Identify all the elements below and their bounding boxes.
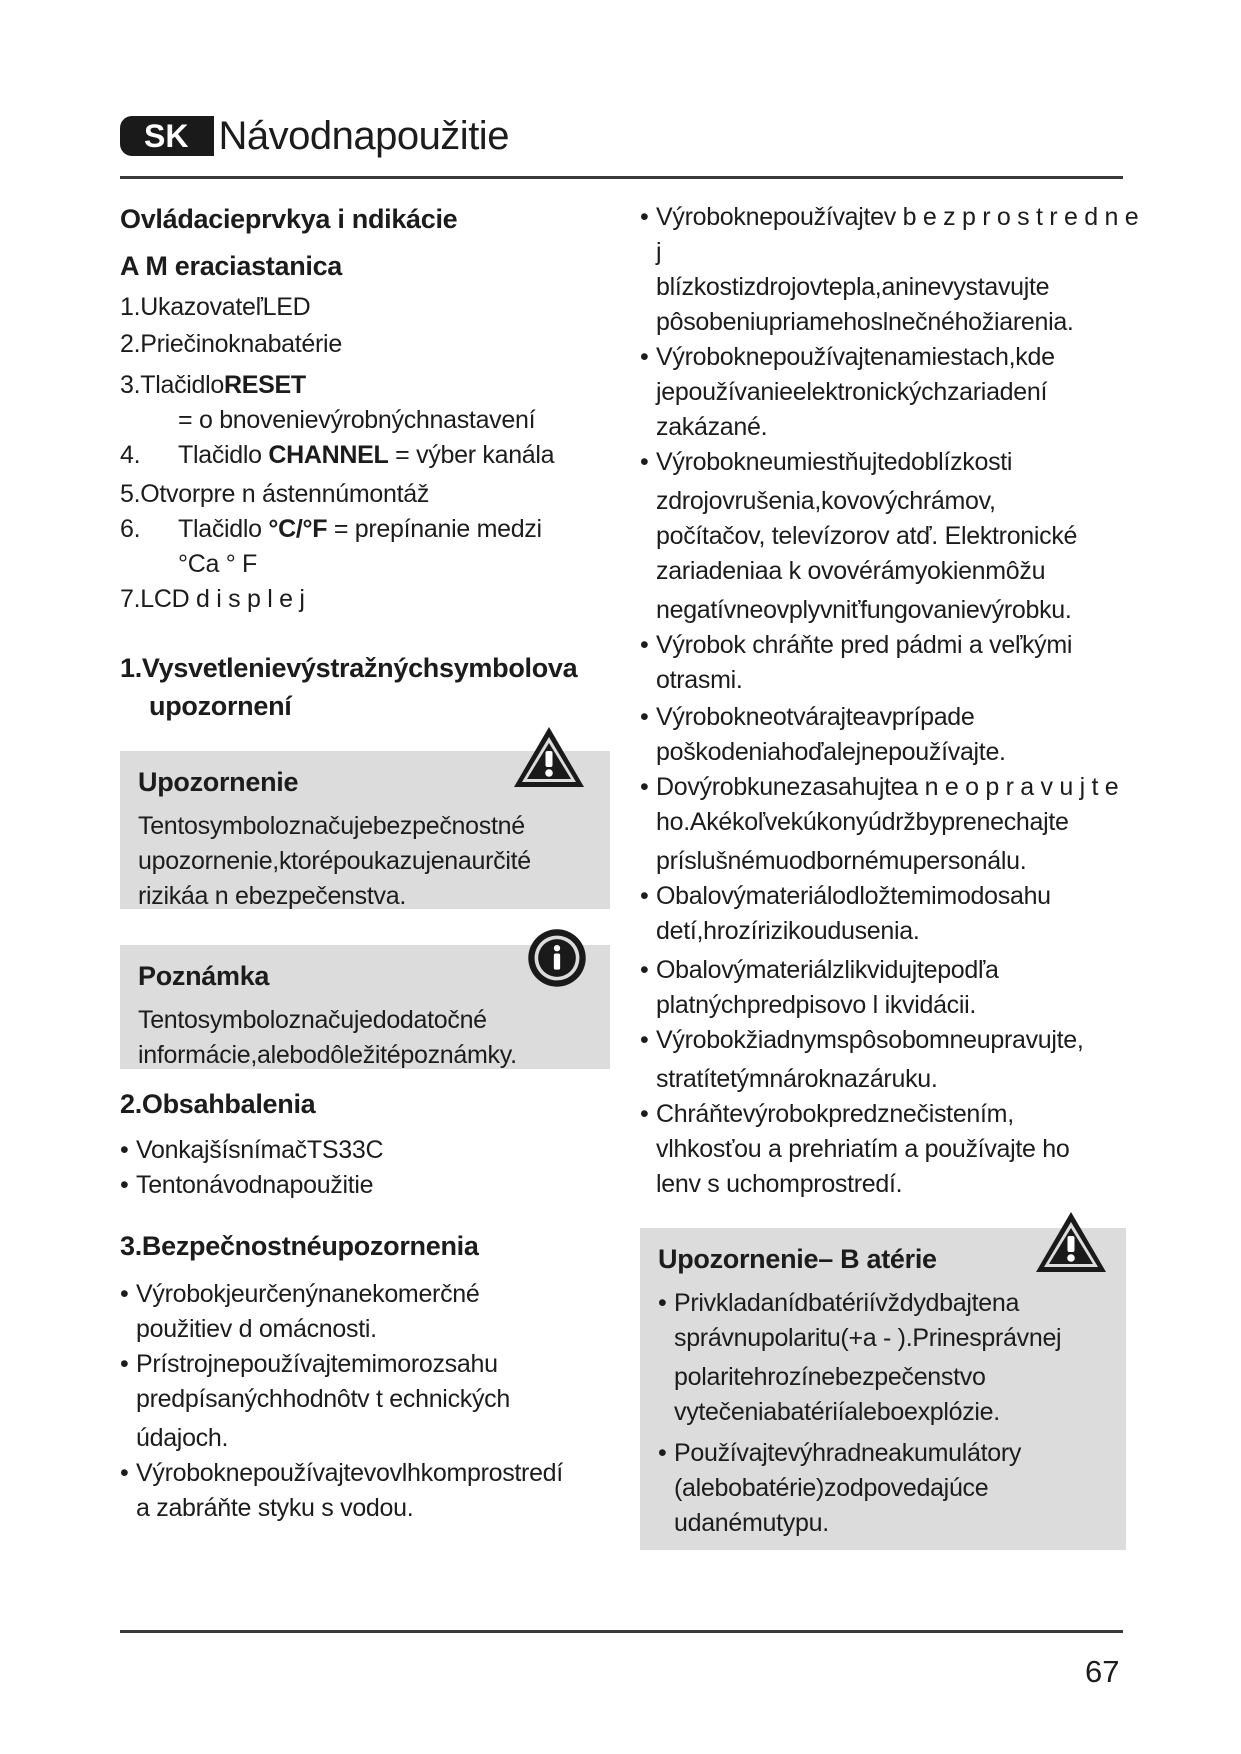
controls-item-5: 5.Otvorpre n ástennúmontáž [120,480,430,508]
bullet-icon: • [640,1100,649,1128]
note-box-line-1: Tentosymboloznačujedodatočné [138,1006,487,1034]
controls-item-1: 1.UkazovateľLED [120,293,311,321]
safety-item-11-line-2: platnýchpredpisovo l ikvidácii. [656,991,977,1019]
safety-item-8-line-2: poškodeniahoďalejnepoužívajte. [656,738,1006,766]
safety-item-10-line-1: Obalovýmateriálodložtemimodosahu [656,882,1051,910]
note-box [120,945,610,1069]
safety-item-13-line-3: lenv s uchomprostredí. [656,1170,903,1198]
list-item [640,200,1145,340]
safety-item-9-line-2: ho.Akékoľvekúkonyúdržbyprenechajte [656,808,1069,836]
safety-item-11-line-1: Obalovýmateriálzlikvidujtepodľa [656,956,999,984]
safety-item-9-line-3: príslušnémuodbornémupersonálu. [656,847,1027,875]
safety-item-4-line-1: Výroboknepoužívajtev b e z p r o s t r e d n e j [656,203,1139,266]
list-item [658,1286,1108,1430]
section-2-title: 2.Obsahbalenia [120,1089,316,1119]
bullet-icon: • [120,1459,129,1487]
bullet-icon: • [658,1289,667,1317]
safety-item-8-line-1: Výrobokneotvárajteavprípade [656,703,975,731]
page-header [120,112,509,160]
battery-item-1-line-1: Privkladanídbatériívždydbajtena [674,1289,1020,1317]
safety-item-1-line-2: použitiev d omácnosti. [136,1315,377,1343]
safety-list-right [640,200,1145,1202]
warning-triangle-icon [1032,1208,1110,1278]
controls-item-4-num: 4. [120,441,141,469]
page-title: Návodnapoužitie [218,114,509,158]
note-box-text [138,1003,592,1073]
safety-item-2-line-2: predpísanýchhodnôtv t echnických [136,1385,510,1413]
safety-item-13-line-2: vlhkosťou a prehriatím a používajte ho [656,1135,1070,1163]
bullet-icon: • [658,1439,667,1467]
list-item [640,879,1145,949]
safety-item-3-line-2: a zabráňte styku s vodou. [136,1494,414,1522]
battery-item-1-line-4: vytečeniabatériíaleboexplózie. [674,1398,1000,1426]
controls-item-6-num: 6. [120,515,141,543]
safety-item-6-line-4: zariadeniaa k ovovérámyokienmôžu [656,557,1046,585]
bullet-icon: • [120,1136,129,1164]
bullet-icon: • [120,1280,129,1308]
controls-item-4-suffix: = výber kanála [388,441,555,469]
safety-item-4-line-3: pôsobeniupriamehoslnečnéhožiarenia. [656,308,1074,336]
battery-item-1-line-2: správnupolaritu(+a - ).Prinesprávnej [674,1324,1062,1352]
list-item [640,953,1145,1023]
battery-box-list [658,1286,1108,1541]
safety-item-6-line-3: počítačov, televízorov atď. Elektronické [656,522,1078,550]
battery-item-2-line-1: Používajtevýhradneakumulátory [674,1439,1022,1467]
footer-divider [120,1630,1123,1633]
left-column [120,200,610,1526]
safety-item-6-line-2: zdrojovrušenia,kovovýchrámov, [656,487,996,515]
safety-item-9-line-1: Dovýrobkunezasahujtea n e o p r a v u j t e [656,773,1119,801]
bullet-icon: • [640,343,649,371]
channel-label: CHANNEL [268,441,389,469]
battery-item-2-line-3: udanémutypu. [674,1509,829,1537]
warning-box-title: Upozornenie [138,767,299,797]
bullet-icon: • [640,956,649,984]
section-1-title-line-1: 1.Vysvetlenievýstražnýchsymbolova [120,653,578,683]
warning-box-line-3: rizikáa n ebezpečenstva. [138,882,406,910]
controls-list [120,290,610,617]
section-1-title-line-2: upozornení [149,691,292,721]
bullet-icon: • [120,1350,129,1378]
reset-label: RESET [224,371,306,399]
section-1-title [120,649,610,725]
controls-item-6 [120,512,610,547]
controls-heading: Ovládacieprvkya i ndikácie [120,204,458,234]
list-item [640,628,1145,698]
battery-warning-box [640,1228,1126,1550]
list-item [640,445,1145,628]
safety-item-12-line-1: Výrobokžiadnymspôsobomneupravujte, [656,1026,1084,1054]
bullet-icon: • [120,1171,129,1199]
right-column [640,200,1145,1550]
list-item [640,770,1145,879]
unit-toggle-label: °C/°F [268,515,328,543]
bullet-icon: • [640,631,649,659]
controls-item-6-suffix: = prepínanie medzi [327,515,542,543]
package-item-2: Tentonávodnapoužitie [136,1171,374,1199]
bullet-icon: • [640,703,649,731]
list-item [120,1277,610,1347]
controls-item-2: 2.Priečinoknabatérie [120,330,342,358]
list-item [120,1133,610,1168]
safety-item-7-line-1: Výrobok chráňte pred pádmi a veľkými [656,631,1073,659]
package-item-1: VonkajšísnímačTS33C [136,1136,384,1164]
warning-triangle-icon [510,723,588,793]
list-item [120,1168,610,1203]
safety-item-2-line-3: údajoch. [136,1424,229,1452]
controls-item-3 [120,368,610,403]
safety-item-5-line-1: Výroboknepoužívajtenamiestach,kde [656,343,1055,371]
bullet-icon: • [640,1026,649,1054]
safety-item-7-line-2: otrasmi. [656,666,743,694]
safety-item-4-line-2: blízkostizdrojovtepla,aninevystavujte [656,273,1050,301]
safety-item-5-line-3: zakázané. [656,413,768,441]
controls-item-7: 7.LCD d i s p l e j [120,585,305,613]
warning-box-text [138,809,592,914]
note-box-line-2: informácie,alebodôležitépoznámky. [138,1041,517,1069]
safety-item-6-line-5: negatívneovplyvniťfungovanievýrobku. [656,596,1072,624]
safety-item-13-line-1: Chráňtevýrobokpredznečistením, [656,1100,1014,1128]
list-item [640,340,1145,445]
language-badge: SK [120,116,214,156]
list-item [120,1347,610,1456]
battery-item-1-line-3: polaritehrozínebezpečenstvo [674,1363,986,1391]
safety-list-left [120,1277,610,1526]
page-number: 67 [1085,1654,1120,1689]
safety-item-1-line-1: Výrobokjeurčenýnanekomerčné [136,1280,480,1308]
controls-item-6-desc: °Ca ° F [178,550,258,578]
safety-item-5-line-2: jepoužívanieelektronickýchzariadení [656,378,1048,406]
safety-item-6-line-1: Výrobokneumiestňujtedoblízkosti [656,448,1013,476]
warning-box-line-1: Tentosymboloznačujebezpečnostné [138,812,525,840]
list-item [658,1436,1108,1541]
safety-item-12-line-2: stratítetýmnároknazáruku. [656,1065,938,1093]
controls-item-3-desc: = o bnovenievýrobnýchnastavení [178,406,536,434]
controls-item-6-prefix: Tlačidlo [178,515,269,543]
battery-item-2-line-2: (alebobatérie)zodpovedajúce [674,1474,989,1502]
header-divider [120,176,1123,179]
list-item [120,1456,610,1526]
bullet-icon: • [640,448,649,476]
controls-item-4-prefix: Tlačidlo [178,441,269,469]
safety-item-10-line-2: detí,hrozírizikoudusenia. [656,917,920,945]
safety-item-2-line-1: Prístrojnepoužívajtemimorozsahu [136,1350,498,1378]
battery-box-title: Upozornenie– B atérie [658,1244,937,1274]
package-list [120,1133,610,1203]
controls-subheading: A M eraciastanica [120,251,343,281]
controls-item-3-prefix: 3.Tlačidlo [120,371,224,399]
list-item [640,700,1145,770]
bullet-icon: • [640,773,649,801]
note-box-title: Poznámka [138,961,270,991]
bullet-icon: • [640,882,649,910]
info-circle-icon [522,923,592,993]
safety-item-3-line-1: Výroboknepoužívajtevovlhkomprostredí [136,1459,563,1487]
warning-box [120,751,610,909]
bullet-icon: • [640,203,649,231]
list-item [640,1023,1145,1097]
controls-item-4 [120,438,610,473]
warning-box-line-2: upozornenie,ktorépoukazujenaurčité [138,847,531,875]
list-item [640,1097,1145,1202]
section-3-title: 3.Bezpečnostnéupozornenia [120,1231,479,1261]
